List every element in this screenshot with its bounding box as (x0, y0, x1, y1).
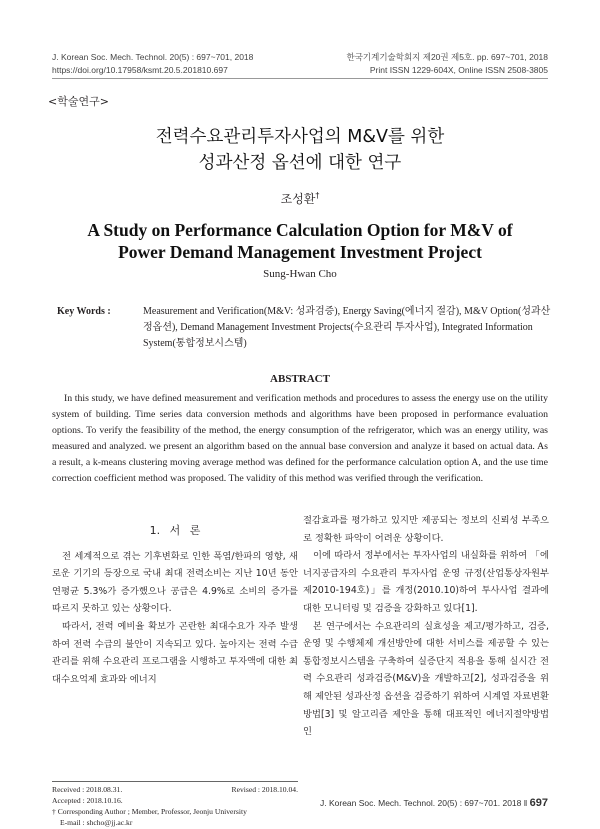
intro-paragraph-3: 이에 따라서 정부에서는 투자사업의 내실화를 위하여 「에너지공급자의 수요관리 투자사업 운영 규정(산업통상자원부 제2010-194호)」를 개정(2010.10)하여 투사사업 결과에 대한 모니터링 및 검증을 강화하고 있다[1]. (303, 550, 549, 614)
intro-paragraph-2-continued: 절감효과를 평가하고 있지만 제공되는 정보의 신뢰성 부족으로 정확한 파악이 어려운 상황이다. (303, 515, 549, 544)
right-column (303, 512, 549, 741)
english-title (0, 219, 600, 263)
revised-date: Revised : 2018.10.04. (231, 785, 298, 794)
korean-author (0, 190, 600, 207)
intro-paragraph-1: 전 세계적으로 겪는 기후변화로 인한 폭염/한파의 영향, 새로운 기기의 등장으로 국내 최대 전력소비는 지난 10년 동안 연평균 5.3%가 증가했으나 공급은 4.9%로 소비의 증가를 따르지 못하고 있는 상황이다. (52, 550, 298, 615)
doi-link[interactable]: https://doi.org/10.17958/ksmt.20.5.201810.697 (52, 65, 228, 75)
keywords-block (57, 304, 551, 352)
footnotes (52, 784, 298, 828)
english-title-line1: A Study on Performance Calculation Option for M&V of (87, 220, 513, 240)
journal-citation: J. Korean Soc. Mech. Technol. 20(5) : 697~701, 2018 (52, 52, 254, 62)
received-date: Received : 2018.08.31. (52, 785, 123, 794)
footer-separator: ‖ (523, 798, 530, 808)
received-revised-row (52, 784, 298, 795)
abstract-title: ABSTRACT (270, 373, 330, 385)
korean-title-line2: 성과산정 옵션에 대한 연구 (198, 153, 402, 173)
korean-title (0, 124, 600, 176)
corresponding-mark: † (315, 191, 320, 200)
korean-author-name: 조성환 (280, 192, 316, 206)
footer-citation: J. Korean Soc. Mech. Technol. 20(5) : 697~701. 2018 (320, 798, 522, 808)
english-author: Sung-Hwan Cho (263, 268, 337, 280)
running-header-right (346, 51, 548, 77)
section-title-introduction: 1. 서 론 (149, 524, 201, 537)
intro-paragraph-2: 따라서, 전력 예비율 확보가 곤란한 최대수요가 자주 발생하여 전력 수급의 불안이 지속되고 있다. 높아지는 전력 수급관리를 위해 수요관리 프로그램을 시행하고 투자액에 대한 최대수요억제 효과와 에너지 (52, 620, 298, 685)
left-column (52, 512, 298, 688)
running-header-left (52, 51, 253, 77)
footnote-divider (52, 781, 298, 782)
journal-citation-korean: 한국기계기술학회지 제20권 제5호. pp. 697~701, 2018 (346, 52, 548, 62)
page-number: 697 (529, 797, 548, 809)
korean-title-line1: 전력수요관리투자사업의 M&V를 위한 (155, 127, 445, 147)
author-email: E-mail : shcho@jj.ac.kr (60, 818, 133, 827)
keywords-label: Key Words : (57, 306, 111, 317)
page-footer (320, 797, 548, 809)
abstract-body: In this study, we have defined measurement and verification methods and procedures to assess the energy use on the utility system of building. Time series data conversion methods and algorithms have been proposed in performance evaluation options. To verify the feasibility of the method, the energy consumption of the refrigerator, which was an energy utility, was measured and analyzed. we present an algorithm based on the annual base conversion and analyze it based on actual data. As a result, a k-means clustering moving average method was defined for the performance calculation option A, and the use time correction coefficient method was proposed. The validity of this method was verified through the verification. (52, 393, 548, 484)
intro-paragraph-4: 본 연구에서는 수요관리의 실효성을 제고/평가하고, 검증, 운영 및 수행체제 개선방안에 대한 서비스를 제공할 수 있는 통합정보시스템을 구축하여 실증단지 적용을 통해 실시간 전력 수요관리 성과검증(M&V)을 개발하고[2], 성과검증을 위해 제안된 성과산정 옵션을 검증하기 위하여 시계열 자료변환 방법[3] 및 알고리즘 제안을 통해 대표적인 에너지절약방법인 (303, 620, 549, 738)
article-category: <학술연구> (48, 95, 109, 108)
header-divider (52, 78, 548, 79)
keywords-text: Measurement and Verification(M&V: 성과검증), Energy Saving(에너지 절감), M&V Option(성과산정옵션), Demand Management Investment Projects(수요관리 투자사업), Integrated Information System(통합정보시스템) (143, 306, 551, 349)
corresponding-author: † Corresponding Author ; Member, Professor, Jeonju University (52, 807, 247, 816)
issn: Print ISSN 1229-604X, Online ISSN 2508-3805 (369, 65, 548, 75)
accepted-date: Accepted : 2018.10.16. (52, 796, 123, 805)
english-title-line2: Power Demand Management Investment Project (118, 242, 482, 262)
